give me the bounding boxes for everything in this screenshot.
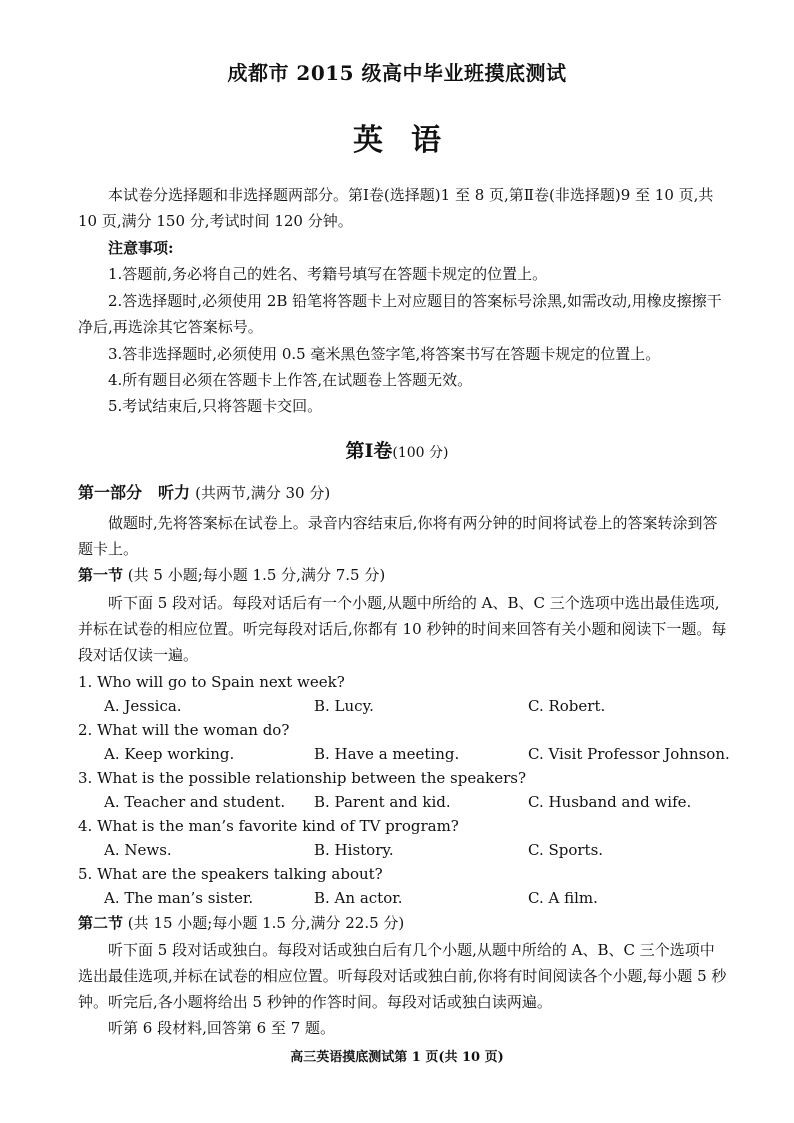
part1-info: (共两节,满分 30 分): [195, 484, 331, 502]
option-b: B. An actor.: [314, 889, 403, 907]
notice-item: 1.答题前,务必将自己的姓名、考籍号填写在答题卡规定的位置上。: [108, 265, 548, 283]
notice-item: 5.考试结束后,只将答题卡交回。: [108, 397, 323, 415]
material-note: 听第 6 段材料,回答第 6 至 7 题。: [108, 1019, 336, 1037]
option-c: C. Husband and wife.: [528, 793, 692, 811]
notice-title: 注意事项:: [108, 239, 174, 257]
section1-title: 第一节: [78, 566, 124, 584]
question-stem: 3. What is the possible relationship between the speakers?: [78, 769, 527, 787]
page-footer: 高三英语摸底测试第 1 页(共 10 页): [290, 1050, 504, 1065]
option-a: A. News.: [104, 841, 172, 859]
part1-instruction: 做题时,先将答案标在试卷上。录音内容结束后,你将有两分钟的时间将试卷上的答案转涂到答题卡上。: [78, 514, 718, 558]
option-b: B. Lucy.: [314, 697, 374, 715]
exam-title: 成都市 2015 级高中毕业班摸底测试: [227, 61, 567, 85]
section1-instruction: 听下面 5 段对话。每段对话后有一个小题,从题中所给的 A、B、C 三个选项中选出最佳选项,并标在试卷的相应位置。听完每段对话后,你都有 10 秒钟的时间来回答有关小题和阅读下一题。每段对话仅读一遍。: [78, 594, 727, 664]
question-stem: 5. What are the speakers talking about?: [78, 865, 383, 883]
option-b: B. History.: [314, 841, 394, 859]
volume-title: [0, 436, 794, 463]
volume-name: 第Ⅰ卷: [345, 440, 393, 462]
option-a: A. Keep working.: [104, 745, 235, 763]
option-b: B. Parent and kid.: [314, 793, 451, 811]
notice-item: 4.所有题目必须在答题卡上作答,在试题卷上答题无效。: [108, 371, 473, 389]
option-c: C. A film.: [528, 889, 598, 907]
option-a: A. The man’s sister.: [104, 889, 254, 907]
option-b: B. Have a meeting.: [314, 745, 460, 763]
volume-score: (100 分): [392, 445, 449, 461]
section2-title: 第二节: [78, 914, 124, 932]
subject-title: 英语: [353, 123, 469, 158]
option-a: A. Teacher and student.: [104, 793, 286, 811]
option-c: C. Sports.: [528, 841, 604, 859]
option-c: C. Visit Professor Johnson.: [528, 745, 730, 763]
section2-instruction: 听下面 5 段对话或独白。每段对话或独白后有几个小题,从题中所给的 A、B、C 三个选项中选出最佳选项,并标在试卷的相应位置。听每段对话或独白前,你将有时间阅读各个小题,每小题 5 秒钟。听完后,各小题将给出 5 秒钟的作答时间。每段对话或独白读两遍。: [78, 941, 727, 1011]
notice-item: 2.答选择题时,必须使用 2B 铅笔将答题卡上对应题目的答案标号涂黑,如需改动,用橡皮擦擦干净后,再选涂其它答案标号。: [78, 292, 722, 336]
option-c: C. Robert.: [528, 697, 606, 715]
section1-info: (共 5 小题;每小题 1.5 分,满分 7.5 分): [127, 566, 386, 584]
question-stem: 4. What is the man’s favorite kind of TV program?: [78, 817, 459, 835]
intro-paragraph: 本试卷分选择题和非选择题两部分。第Ⅰ卷(选择题)1 至 8 页,第Ⅱ卷(非选择题)9 至 10 页,共 10 页,满分 150 分,考试时间 120 分钟。: [78, 186, 714, 230]
section1-heading: [78, 563, 385, 587]
notice-item: 3.答非选择题时,必须使用 0.5 毫米黑色签字笔,将答案书写在答题卡规定的位置上。: [108, 345, 661, 363]
question-stem: 2. What will the woman do?: [78, 721, 290, 739]
section2-heading: [78, 911, 404, 935]
section2-info: (共 15 小题;每小题 1.5 分,满分 22.5 分): [127, 914, 405, 932]
part1-heading: [78, 481, 330, 505]
option-a: A. Jessica.: [104, 697, 182, 715]
question-stem: 1. Who will go to Spain next week?: [78, 673, 345, 691]
part1-title: 第一部分 听力: [78, 483, 191, 502]
